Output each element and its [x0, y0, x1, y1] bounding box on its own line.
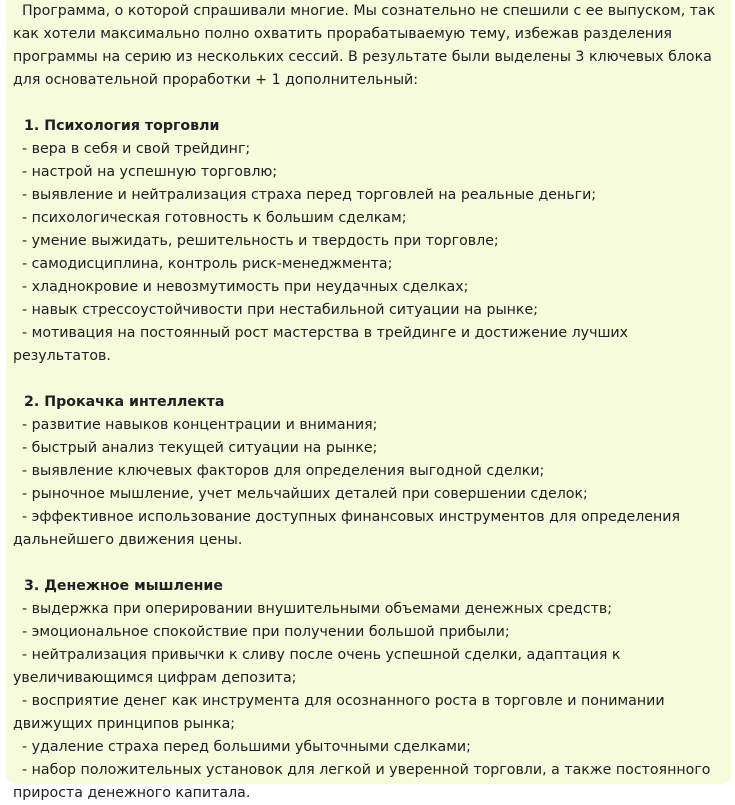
- section-item-list: [13, 598, 727, 805]
- section-money-mindset: [13, 575, 727, 805]
- section-trading-psychology: [13, 115, 727, 368]
- list-item: - эффективное использование доступных финансовых инструментов для определения дальнейшего движения цены.: [13, 509, 681, 548]
- section-title: 2. Прокачка интеллекта: [24, 394, 225, 410]
- list-item: - психологическая готовность к большим сделкам;: [22, 210, 407, 226]
- section-item-list: [13, 414, 727, 552]
- content-panel: [6, 0, 731, 801]
- list-item: - набор положительных установок для легкой и уверенной торговли, а также постоянного прироста денежного капитала.: [13, 762, 711, 801]
- list-item: - нейтрализация привычки к сливу после очень успешной сделки, адаптация к увеличивающимся цифрам депозита;: [13, 647, 621, 686]
- list-item: - вера в себя и свой трейдинг;: [22, 141, 251, 157]
- list-item: - выявление ключевых факторов для определения выгодной сделки;: [22, 463, 545, 479]
- list-item: - мотивация на постоянный рост мастерства в трейдинге и достижение лучших результатов.: [13, 325, 629, 364]
- list-item: - удаление страха перед большими убыточными сделками;: [22, 739, 471, 755]
- list-item: - выявление и нейтрализация страха перед торговлей на реальные деньги;: [22, 187, 597, 203]
- section-title: 1. Психология торговли: [24, 118, 220, 134]
- list-item: - умение выжидать, решительность и твердость при торговле;: [22, 233, 499, 249]
- list-item: - навык стрессоустойчивости при нестабильной ситуации на рынке;: [22, 302, 539, 318]
- section-item-list: [13, 138, 727, 368]
- list-item: - быстрый анализ текущей ситуации на рынке;: [22, 440, 378, 456]
- list-item: - восприятие денег как инструмента для осознанного роста в торговле и понимании движущих принципов рынка;: [13, 693, 665, 732]
- list-item: - самодисциплина, контроль риск-менеджмента;: [22, 256, 393, 272]
- list-item: - эмоциональное спокойствие при получении большой прибыли;: [22, 624, 510, 640]
- list-item: - настрой на успешную торговлю;: [22, 164, 278, 180]
- section-intellect: [13, 391, 727, 552]
- section-title: 3. Денежное мышление: [24, 578, 223, 594]
- list-item: - выдержка при оперировании внушительными объемами денежных средств;: [22, 601, 613, 617]
- intro-paragraph: Программа, о которой спрашивали многие. Мы сознательно не спешили с ее выпуском, так как хотели максимально полно охватить прорабатываемую тему, избежав разделения программы на серию из нескольких сессий. В результате были выделены 3 ключевых блока для основательной проработки + 1 дополнительный:: [13, 3, 716, 88]
- list-item: - развитие навыков концентрации и внимания;: [22, 417, 378, 433]
- list-item: - хладнокровие и невозмутимость при неудачных сделках;: [22, 279, 469, 295]
- list-item: - рыночное мышление, учет мельчайших деталей при совершении сделок;: [22, 486, 588, 502]
